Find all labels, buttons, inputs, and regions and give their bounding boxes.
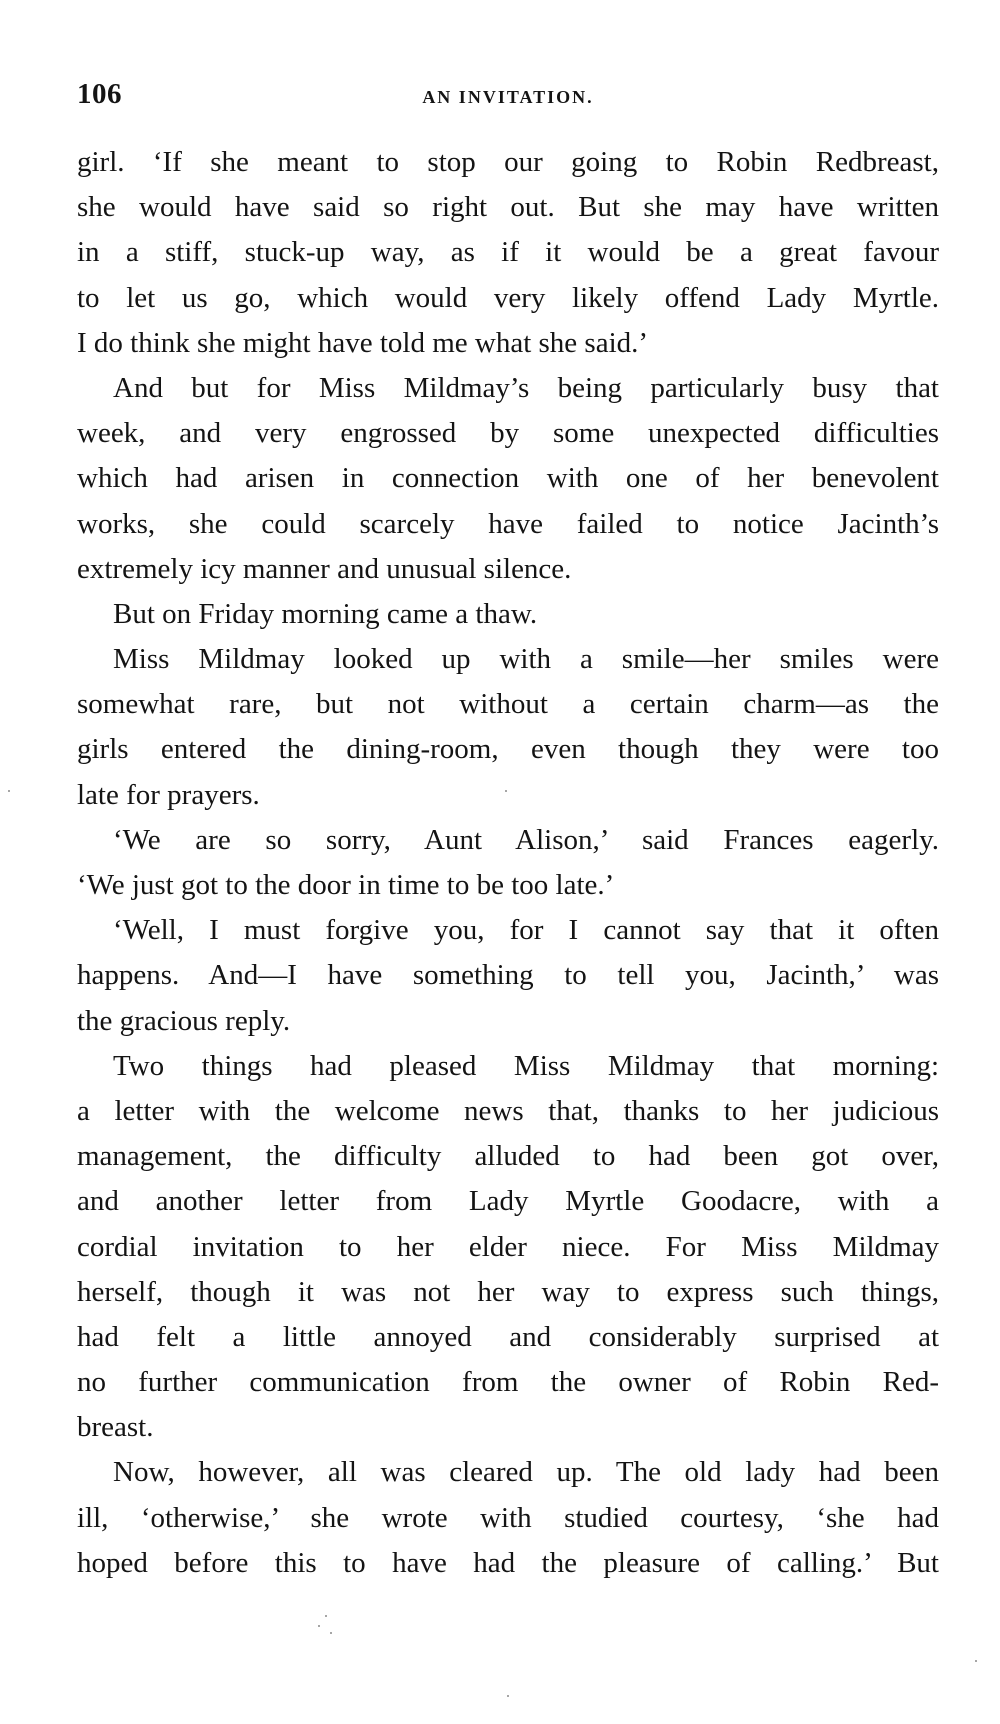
text-line: ‘Well, I must forgive you, for I cannot say that it often xyxy=(113,914,939,947)
text-line: had felt a little annoyed and considerably surprised at xyxy=(77,1320,939,1353)
text-line: in a stiff, stuck-up way, as if it would be a great favour xyxy=(77,236,939,269)
scan-speck xyxy=(975,1660,977,1662)
text-line: And but for Miss Mildmay’s being particularly busy that xyxy=(113,371,939,404)
text-line: I do think she might have told me what she said.’ xyxy=(77,326,649,359)
text-line: a letter with the welcome news that, thanks to her judicious xyxy=(77,1094,939,1127)
text-line: Two things had pleased Miss Mildmay that morning: xyxy=(113,1049,939,1082)
text-line: ‘We just got to the door in time to be too late.’ xyxy=(77,869,615,901)
text-line: management, the difficulty alluded to had been got over, xyxy=(77,1140,939,1173)
text-line: to let us go, which would very likely offend Lady Myrtle. xyxy=(77,281,939,314)
page-header xyxy=(77,78,939,118)
scan-speck xyxy=(505,790,507,792)
text-line: cordial invitation to her elder niece. For Miss Mildmay xyxy=(77,1230,939,1263)
text-line: girl. ‘If she meant to stop our going to Robin Redbreast, xyxy=(77,146,939,178)
text-line: Now, however, all was cleared up. The old lady had been xyxy=(113,1456,939,1489)
body-text xyxy=(77,140,939,1586)
scan-speck xyxy=(318,1625,320,1627)
text-line: But on Friday morning came a thaw. xyxy=(113,597,538,630)
text-line: Miss Mildmay looked up with a smile—her smiles were xyxy=(113,643,939,676)
scan-speck xyxy=(330,1632,332,1634)
text-line: happens. And—I have something to tell you, Jacinth,’ was xyxy=(77,959,939,992)
text-line: ill, ‘otherwise,’ she wrote with studied courtesy, ‘she had xyxy=(77,1501,939,1534)
text-line: ‘We are so sorry, Aunt Alison,’ said Frances eagerly. xyxy=(113,823,939,856)
text-line: which had arisen in connection with one of her benevolent xyxy=(77,462,939,495)
text-line: somewhat rare, but not without a certain charm—as the xyxy=(77,688,939,721)
page-number: 106 xyxy=(77,78,122,110)
text-line: week, and very engrossed by some unexpected difficulties xyxy=(77,417,939,450)
running-head: AN INVITATION. xyxy=(422,87,594,107)
text-line: extremely icy manner and unusual silence. xyxy=(77,552,572,585)
text-line: works, she could scarcely have failed to notice Jacinth’s xyxy=(77,507,939,540)
text-line: the gracious reply. xyxy=(77,1004,291,1037)
text-line: she would have said so right out. But she may have written xyxy=(77,191,939,224)
text-line: hoped before this to have had the pleasure of calling.’ But xyxy=(77,1546,939,1579)
text-line: herself, though it was not her way to express such things, xyxy=(77,1275,939,1308)
text-line: girls entered the dining-room, even though they were too xyxy=(77,733,939,766)
scan-speck xyxy=(325,1615,327,1617)
text-line: late for prayers. xyxy=(77,778,260,811)
text-line: breast. xyxy=(77,1411,154,1444)
scan-speck xyxy=(507,1695,509,1697)
text-line: no further communication from the owner of Robin Red- xyxy=(77,1366,939,1399)
scan-speck xyxy=(8,790,10,792)
text-line: and another letter from Lady Myrtle Goodacre, with a xyxy=(77,1185,939,1218)
